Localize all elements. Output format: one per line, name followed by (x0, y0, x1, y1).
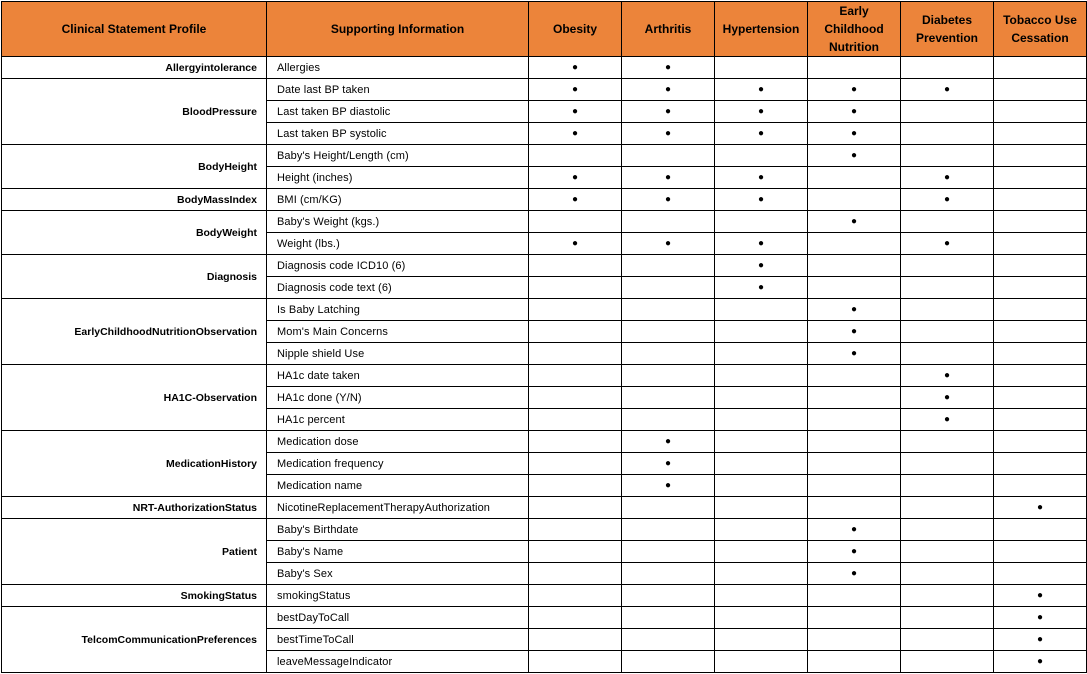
bullet-mark: ● (808, 299, 901, 321)
empty-cell (994, 145, 1087, 167)
empty-cell (901, 541, 994, 563)
empty-cell (529, 629, 622, 651)
header-program: Early Childhood Nutrition (808, 2, 901, 57)
empty-cell (715, 57, 808, 79)
bullet-mark: ● (901, 79, 994, 101)
bullet-mark: ● (715, 189, 808, 211)
empty-cell (994, 57, 1087, 79)
empty-cell (994, 167, 1087, 189)
empty-cell (994, 255, 1087, 277)
supporting-info-cell: Baby's Sex (267, 563, 529, 585)
bullet-mark: ● (808, 145, 901, 167)
table-row (2, 365, 1087, 387)
supporting-info-cell: Medication dose (267, 431, 529, 453)
bullet-mark: ● (994, 651, 1087, 673)
empty-cell (622, 343, 715, 365)
empty-cell (808, 431, 901, 453)
bullet-mark: ● (529, 101, 622, 123)
header-info: Supporting Information (267, 2, 529, 57)
empty-cell (901, 519, 994, 541)
empty-cell (529, 387, 622, 409)
empty-cell (622, 321, 715, 343)
supporting-info-cell: Medication name (267, 475, 529, 497)
empty-cell (529, 607, 622, 629)
bullet-mark: ● (529, 79, 622, 101)
bullet-mark: ● (901, 409, 994, 431)
profile-cell: HA1C-Observation (2, 365, 267, 431)
supporting-info-cell: leaveMessageIndicator (267, 651, 529, 673)
supporting-info-cell: Diagnosis code ICD10 (6) (267, 255, 529, 277)
empty-cell (529, 519, 622, 541)
supporting-info-cell: Last taken BP systolic (267, 123, 529, 145)
empty-cell (994, 365, 1087, 387)
empty-cell (901, 57, 994, 79)
empty-cell (715, 585, 808, 607)
empty-cell (529, 299, 622, 321)
empty-cell (901, 453, 994, 475)
empty-cell (808, 629, 901, 651)
empty-cell (622, 409, 715, 431)
profile-cell: Patient (2, 519, 267, 585)
bullet-mark: ● (622, 79, 715, 101)
empty-cell (715, 475, 808, 497)
bullet-mark: ● (715, 167, 808, 189)
empty-cell (715, 519, 808, 541)
header-program: Tobacco Use Cessation (994, 2, 1087, 57)
table-row (2, 57, 1087, 79)
empty-cell (994, 453, 1087, 475)
empty-cell (994, 123, 1087, 145)
table-row (2, 255, 1087, 277)
supporting-info-cell: bestTimeToCall (267, 629, 529, 651)
empty-cell (715, 211, 808, 233)
empty-cell (901, 431, 994, 453)
empty-cell (808, 277, 901, 299)
empty-cell (622, 211, 715, 233)
empty-cell (622, 277, 715, 299)
bullet-mark: ● (808, 101, 901, 123)
empty-cell (994, 189, 1087, 211)
profile-cell: SmokingStatus (2, 585, 267, 607)
empty-cell (901, 343, 994, 365)
profile-cell: BodyMassIndex (2, 189, 267, 211)
bullet-mark: ● (622, 189, 715, 211)
empty-cell (808, 255, 901, 277)
supporting-info-cell: Last taken BP diastolic (267, 101, 529, 123)
empty-cell (901, 299, 994, 321)
bullet-mark: ● (808, 563, 901, 585)
empty-cell (715, 497, 808, 519)
profile-cell: TelcomCommunicationPreferences (2, 607, 267, 673)
bullet-mark: ● (715, 79, 808, 101)
empty-cell (808, 387, 901, 409)
empty-cell (529, 585, 622, 607)
bullet-mark: ● (808, 321, 901, 343)
bullet-mark: ● (808, 541, 901, 563)
empty-cell (901, 321, 994, 343)
empty-cell (994, 211, 1087, 233)
supporting-info-cell: HA1c date taken (267, 365, 529, 387)
profile-cell: NRT-AuthorizationStatus (2, 497, 267, 519)
empty-cell (622, 255, 715, 277)
empty-cell (808, 189, 901, 211)
empty-cell (622, 145, 715, 167)
empty-cell (715, 299, 808, 321)
supporting-info-cell: HA1c percent (267, 409, 529, 431)
empty-cell (808, 475, 901, 497)
supporting-info-cell: Medication frequency (267, 453, 529, 475)
bullet-mark: ● (994, 629, 1087, 651)
clinical-statement-table (1, 1, 1087, 673)
empty-cell (529, 651, 622, 673)
empty-cell (529, 453, 622, 475)
header-row (2, 2, 1087, 57)
empty-cell (808, 409, 901, 431)
empty-cell (529, 409, 622, 431)
bullet-mark: ● (901, 167, 994, 189)
empty-cell (808, 607, 901, 629)
empty-cell (715, 607, 808, 629)
supporting-info-cell: Weight (lbs.) (267, 233, 529, 255)
supporting-info-cell: HA1c done (Y/N) (267, 387, 529, 409)
bullet-mark: ● (808, 123, 901, 145)
empty-cell (994, 343, 1087, 365)
bullet-mark: ● (901, 387, 994, 409)
bullet-mark: ● (994, 585, 1087, 607)
empty-cell (622, 585, 715, 607)
bullet-mark: ● (622, 233, 715, 255)
table-row (2, 585, 1087, 607)
table-row (2, 607, 1087, 629)
bullet-mark: ● (622, 101, 715, 123)
empty-cell (994, 475, 1087, 497)
supporting-info-cell: Mom's Main Concerns (267, 321, 529, 343)
table-row (2, 145, 1087, 167)
empty-cell (622, 299, 715, 321)
empty-cell (901, 101, 994, 123)
empty-cell (529, 277, 622, 299)
supporting-info-cell: BMI (cm/KG) (267, 189, 529, 211)
header-program: Hypertension (715, 2, 808, 57)
empty-cell (529, 475, 622, 497)
empty-cell (808, 651, 901, 673)
bullet-mark: ● (622, 431, 715, 453)
supporting-info-cell: Baby's Birthdate (267, 519, 529, 541)
supporting-info-cell: Diagnosis code text (6) (267, 277, 529, 299)
profile-cell: EarlyChildhoodNutritionObservation (2, 299, 267, 365)
bullet-mark: ● (622, 167, 715, 189)
supporting-info-cell: NicotineReplacementTherapyAuthorization (267, 497, 529, 519)
empty-cell (808, 453, 901, 475)
empty-cell (715, 563, 808, 585)
empty-cell (808, 233, 901, 255)
table-row (2, 299, 1087, 321)
supporting-info-cell: Baby's Name (267, 541, 529, 563)
bullet-mark: ● (715, 255, 808, 277)
empty-cell (715, 651, 808, 673)
empty-cell (901, 629, 994, 651)
header-profile: Clinical Statement Profile (2, 2, 267, 57)
empty-cell (622, 629, 715, 651)
table-row (2, 211, 1087, 233)
bullet-mark: ● (994, 607, 1087, 629)
empty-cell (994, 321, 1087, 343)
empty-cell (715, 453, 808, 475)
empty-cell (715, 387, 808, 409)
table-row (2, 497, 1087, 519)
empty-cell (901, 145, 994, 167)
empty-cell (901, 497, 994, 519)
empty-cell (529, 211, 622, 233)
empty-cell (529, 255, 622, 277)
supporting-info-cell: Allergies (267, 57, 529, 79)
supporting-info-cell: Nipple shield Use (267, 343, 529, 365)
empty-cell (901, 651, 994, 673)
empty-cell (622, 387, 715, 409)
empty-cell (715, 343, 808, 365)
empty-cell (808, 497, 901, 519)
empty-cell (529, 497, 622, 519)
empty-cell (994, 233, 1087, 255)
bullet-mark: ● (622, 123, 715, 145)
empty-cell (994, 519, 1087, 541)
empty-cell (529, 365, 622, 387)
empty-cell (901, 585, 994, 607)
empty-cell (622, 541, 715, 563)
profile-cell: BodyHeight (2, 145, 267, 189)
empty-cell (715, 541, 808, 563)
empty-cell (715, 629, 808, 651)
supporting-info-cell: smokingStatus (267, 585, 529, 607)
empty-cell (994, 299, 1087, 321)
empty-cell (901, 255, 994, 277)
empty-cell (994, 79, 1087, 101)
empty-cell (808, 167, 901, 189)
empty-cell (622, 651, 715, 673)
bullet-mark: ● (529, 233, 622, 255)
empty-cell (994, 563, 1087, 585)
empty-cell (994, 409, 1087, 431)
empty-cell (901, 563, 994, 585)
bullet-mark: ● (529, 189, 622, 211)
bullet-mark: ● (808, 519, 901, 541)
empty-cell (901, 211, 994, 233)
bullet-mark: ● (715, 277, 808, 299)
empty-cell (808, 57, 901, 79)
bullet-mark: ● (622, 453, 715, 475)
supporting-info-cell: Height (inches) (267, 167, 529, 189)
bullet-mark: ● (808, 79, 901, 101)
empty-cell (622, 607, 715, 629)
bullet-mark: ● (715, 123, 808, 145)
empty-cell (529, 563, 622, 585)
empty-cell (715, 431, 808, 453)
profile-cell: BodyWeight (2, 211, 267, 255)
table-body (2, 57, 1087, 673)
bullet-mark: ● (529, 57, 622, 79)
empty-cell (622, 519, 715, 541)
supporting-info-cell: Date last BP taken (267, 79, 529, 101)
table-row (2, 519, 1087, 541)
empty-cell (994, 277, 1087, 299)
bullet-mark: ● (715, 101, 808, 123)
empty-cell (901, 475, 994, 497)
empty-cell (715, 409, 808, 431)
empty-cell (715, 365, 808, 387)
bullet-mark: ● (808, 211, 901, 233)
empty-cell (622, 497, 715, 519)
empty-cell (808, 585, 901, 607)
table-row (2, 431, 1087, 453)
bullet-mark: ● (994, 497, 1087, 519)
header-program: Obesity (529, 2, 622, 57)
empty-cell (529, 145, 622, 167)
bullet-mark: ● (808, 343, 901, 365)
empty-cell (994, 101, 1087, 123)
empty-cell (529, 321, 622, 343)
empty-cell (901, 277, 994, 299)
profile-cell: Diagnosis (2, 255, 267, 299)
supporting-info-cell: Baby's Weight (kgs.) (267, 211, 529, 233)
profile-cell: BloodPressure (2, 79, 267, 145)
empty-cell (901, 123, 994, 145)
empty-cell (715, 145, 808, 167)
empty-cell (622, 563, 715, 585)
bullet-mark: ● (901, 233, 994, 255)
empty-cell (622, 365, 715, 387)
bullet-mark: ● (529, 123, 622, 145)
empty-cell (901, 607, 994, 629)
bullet-mark: ● (901, 189, 994, 211)
empty-cell (529, 431, 622, 453)
empty-cell (994, 541, 1087, 563)
empty-cell (808, 365, 901, 387)
empty-cell (529, 541, 622, 563)
supporting-info-cell: bestDayToCall (267, 607, 529, 629)
supporting-info-cell: Baby's Height/Length (cm) (267, 145, 529, 167)
header-program: Arthritis (622, 2, 715, 57)
table-row (2, 79, 1087, 101)
empty-cell (529, 343, 622, 365)
table-row (2, 189, 1087, 211)
supporting-info-cell: Is Baby Latching (267, 299, 529, 321)
header-program: Diabetes Prevention (901, 2, 994, 57)
bullet-mark: ● (529, 167, 622, 189)
profile-cell: MedicationHistory (2, 431, 267, 497)
empty-cell (715, 321, 808, 343)
profile-cell: Allergyintolerance (2, 57, 267, 79)
empty-cell (994, 431, 1087, 453)
empty-cell (994, 387, 1087, 409)
bullet-mark: ● (901, 365, 994, 387)
bullet-mark: ● (715, 233, 808, 255)
bullet-mark: ● (622, 57, 715, 79)
bullet-mark: ● (622, 475, 715, 497)
